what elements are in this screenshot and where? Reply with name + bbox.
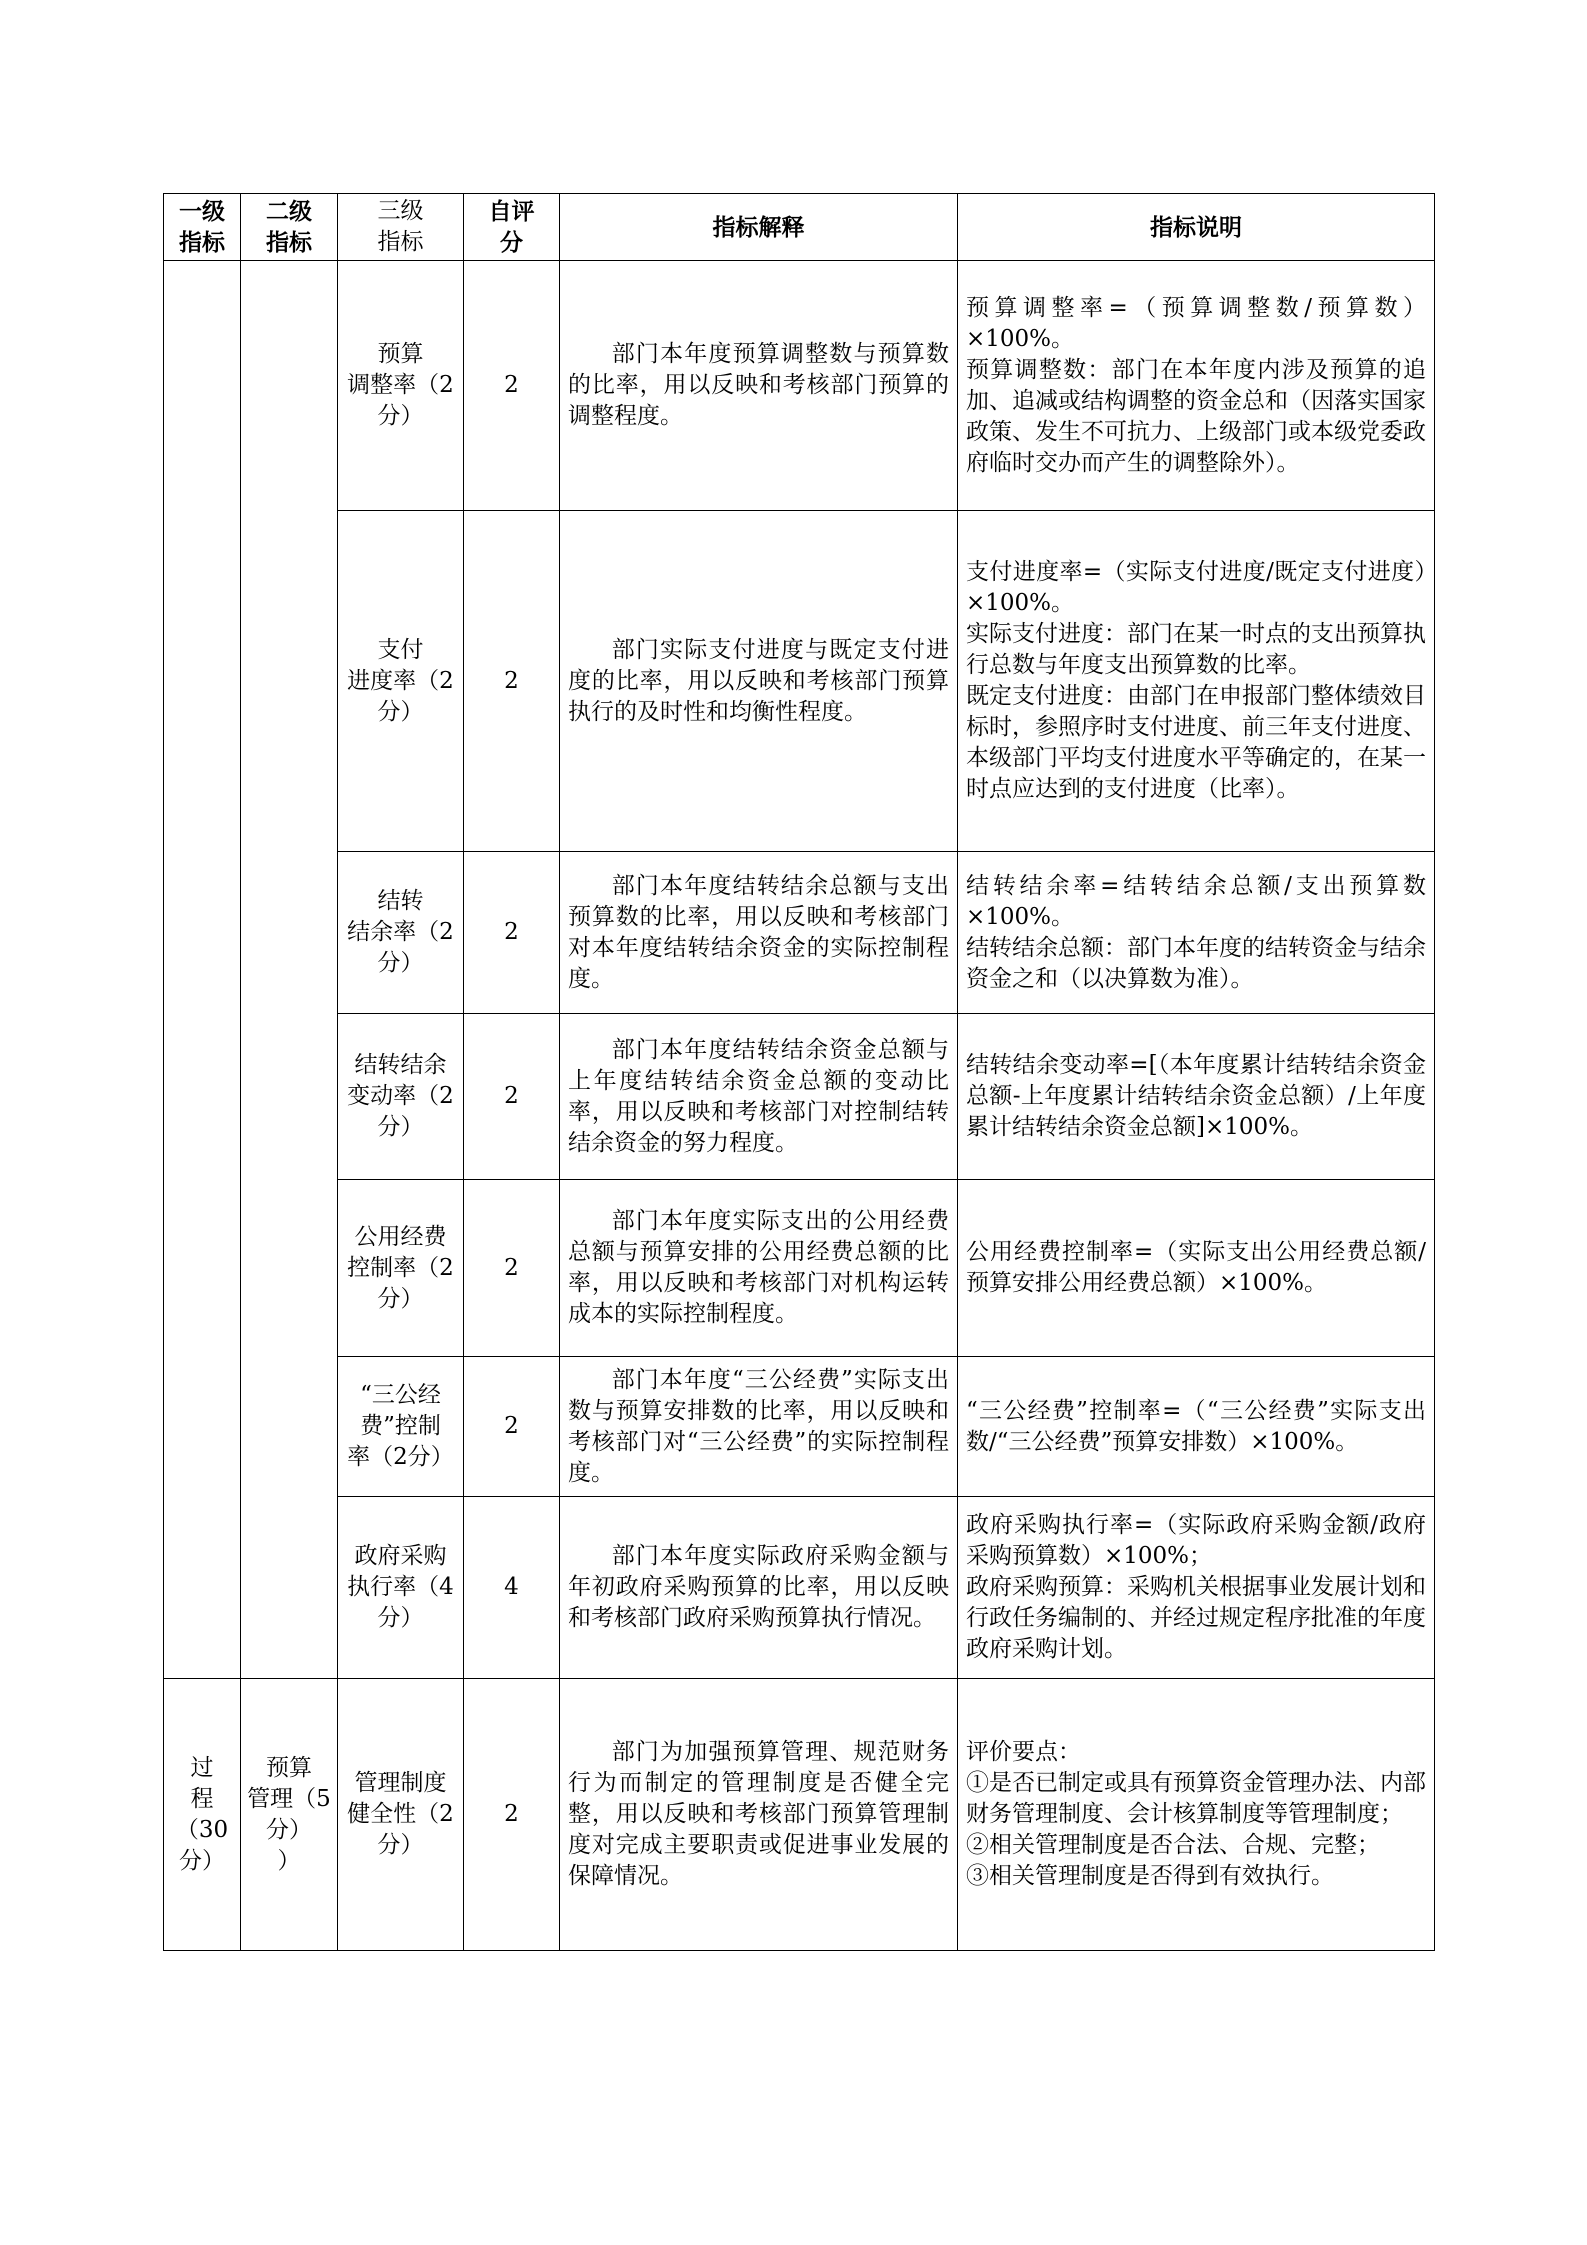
- description-line: 预算调整数：部门在本年度内涉及预算的追加、追减或结构调整的资金总和（因落实国家政策、发生不可抗力、上级部门或本级党委政府临时交办而产生的调整除外）。: [966, 356, 1426, 476]
- score-cell: 2: [464, 1357, 560, 1497]
- score-cell: 2: [464, 1014, 560, 1180]
- level1-cell-empty: [164, 261, 241, 1679]
- score-cell: 2: [464, 511, 560, 852]
- table-row: [164, 1357, 1435, 1497]
- description-line: 预算调整率=（预算调整数/预算数）×100%。: [966, 294, 1426, 352]
- description-line: ③相关管理制度是否得到有效执行。: [966, 1863, 1334, 1889]
- description-line: 评价要点：: [966, 1739, 1081, 1765]
- indicator-name: 支付 进度率（2 分）: [338, 511, 464, 852]
- table-row: [164, 852, 1435, 1014]
- indicator-name: 结转结余 变动率（2 分）: [338, 1014, 464, 1180]
- table-row: [164, 1497, 1435, 1679]
- score-cell: 4: [464, 1497, 560, 1679]
- header-score: 自评 分: [464, 194, 560, 261]
- description-line: ①是否已制定或具有预算资金管理办法、内部财务管理制度、会计核算制度等管理制度；: [966, 1770, 1426, 1827]
- header-row: [164, 194, 1435, 261]
- description-line: ②相关管理制度是否合法、合规、完整；: [966, 1832, 1380, 1858]
- description-line: 结转结余率=结转结余总额/支出预算数×100%。: [966, 872, 1426, 930]
- explanation-cell: 部门本年度实际政府采购金额与年初政府采购预算的比率，用以反映和考核部门政府采购预算执行情况。: [560, 1497, 958, 1679]
- score-cell: 2: [464, 1180, 560, 1357]
- description-line: 公用经费控制率=（实际支出公用经费总额/预算安排公用经费总额）×100%。: [966, 1239, 1426, 1296]
- indicator-name: 公用经费 控制率（2 分）: [338, 1180, 464, 1357]
- description-line: “三公经费”控制率=（“三公经费”实际支出数/“三公经费”预算安排数）×100%。: [966, 1397, 1426, 1455]
- explanation-cell: 部门本年度结转结余总额与支出预算数的比率，用以反映和考核部门对本年度结转结余资金的实际控制程度。: [560, 852, 958, 1014]
- explanation-cell: 部门本年度实际支出的公用经费总额与预算安排的公用经费总额的比率，用以反映和考核部门对机构运转成本的实际控制程度。: [560, 1180, 958, 1357]
- header-level1: 一级 指标: [164, 194, 241, 261]
- description-cell: [958, 511, 1435, 852]
- explanation-cell: 部门实际支付进度与既定支付进度的比率，用以反映和考核部门预算执行的及时性和均衡性程度。: [560, 511, 958, 852]
- level1-cell: 过 程（30 分）: [164, 1679, 241, 1951]
- header-level2: 二级 指标: [241, 194, 338, 261]
- description-line: 结转结余总额：部门本年度的结转资金与结余资金之和（以决算数为准）。: [966, 934, 1426, 992]
- description-cell: [958, 852, 1435, 1014]
- table-row: [164, 1014, 1435, 1180]
- score-cell: 2: [464, 852, 560, 1014]
- table-row: [164, 1180, 1435, 1357]
- description-line: 实际支付进度：部门在某一时点的支出预算执行总数与年度支出预算数的比率。: [966, 621, 1426, 678]
- header-explanation: 指标解释: [560, 194, 958, 261]
- indicator-name: 预算 调整率（2 分）: [338, 261, 464, 511]
- description-line: 政府采购预算：采购机关根据事业发展计划和行政任务编制的、并经过规定程序批准的年度政府采购计划。: [966, 1574, 1426, 1662]
- description-cell: [958, 1180, 1435, 1357]
- level2-cell-empty: [241, 261, 338, 1679]
- description-cell: [958, 1679, 1435, 1951]
- indicator-name: 政府采购 执行率（4 分）: [338, 1497, 464, 1679]
- explanation-cell: 部门本年度结转结余资金总额与上年度结转结余资金总额的变动比率，用以反映和考核部门对控制结转结余资金的努力程度。: [560, 1014, 958, 1180]
- description-cell: [958, 1497, 1435, 1679]
- indicator-name: “三公经 费”控制 率（2分）: [338, 1357, 464, 1497]
- indicator-name: 管理制度 健全性（2 分）: [338, 1679, 464, 1951]
- indicator-name: 结转 结余率（2 分）: [338, 852, 464, 1014]
- description-cell: [958, 1357, 1435, 1497]
- description-line: 结转结余变动率=[（本年度累计结转结余资金总额-上年度累计结转结余资金总额）/上年度累计结转结余资金总额]×100%。: [966, 1052, 1426, 1140]
- table-row: [164, 1679, 1435, 1951]
- explanation-cell: 部门本年度预算调整数与预算数的比率，用以反映和考核部门预算的调整程度。: [560, 261, 958, 511]
- table-row: [164, 511, 1435, 852]
- indicator-table: [163, 193, 1435, 1951]
- header-level3: 三级 指标: [338, 194, 464, 261]
- description-cell: [958, 1014, 1435, 1180]
- table-row: [164, 261, 1435, 511]
- description-line: 既定支付进度：由部门在申报部门整体绩效目标时，参照序时支付进度、前三年支付进度、本级部门平均支付进度水平等确定的，在某一时点应达到的支付进度（比率）。: [966, 683, 1426, 802]
- explanation-cell: 部门为加强预算管理、规范财务行为而制定的管理制度是否健全完整，用以反映和考核部门预算管理制度对完成主要职责或促进事业发展的保障情况。: [560, 1679, 958, 1951]
- score-cell: 2: [464, 1679, 560, 1951]
- description-line: 政府采购执行率=（实际政府采购金额/政府采购预算数）×100%；: [966, 1512, 1426, 1569]
- explanation-cell: 部门本年度“三公经费”实际支出数与预算安排数的比率，用以反映和考核部门对“三公经费”的实际控制程度。: [560, 1357, 958, 1497]
- header-description: 指标说明: [958, 194, 1435, 261]
- description-line: 支付进度率=（实际支付进度/既定支付进度）×100%。: [966, 559, 1426, 616]
- description-cell: [958, 261, 1435, 511]
- level2-cell: 预算 管理（5 分） ）: [241, 1679, 338, 1951]
- score-cell: 2: [464, 261, 560, 511]
